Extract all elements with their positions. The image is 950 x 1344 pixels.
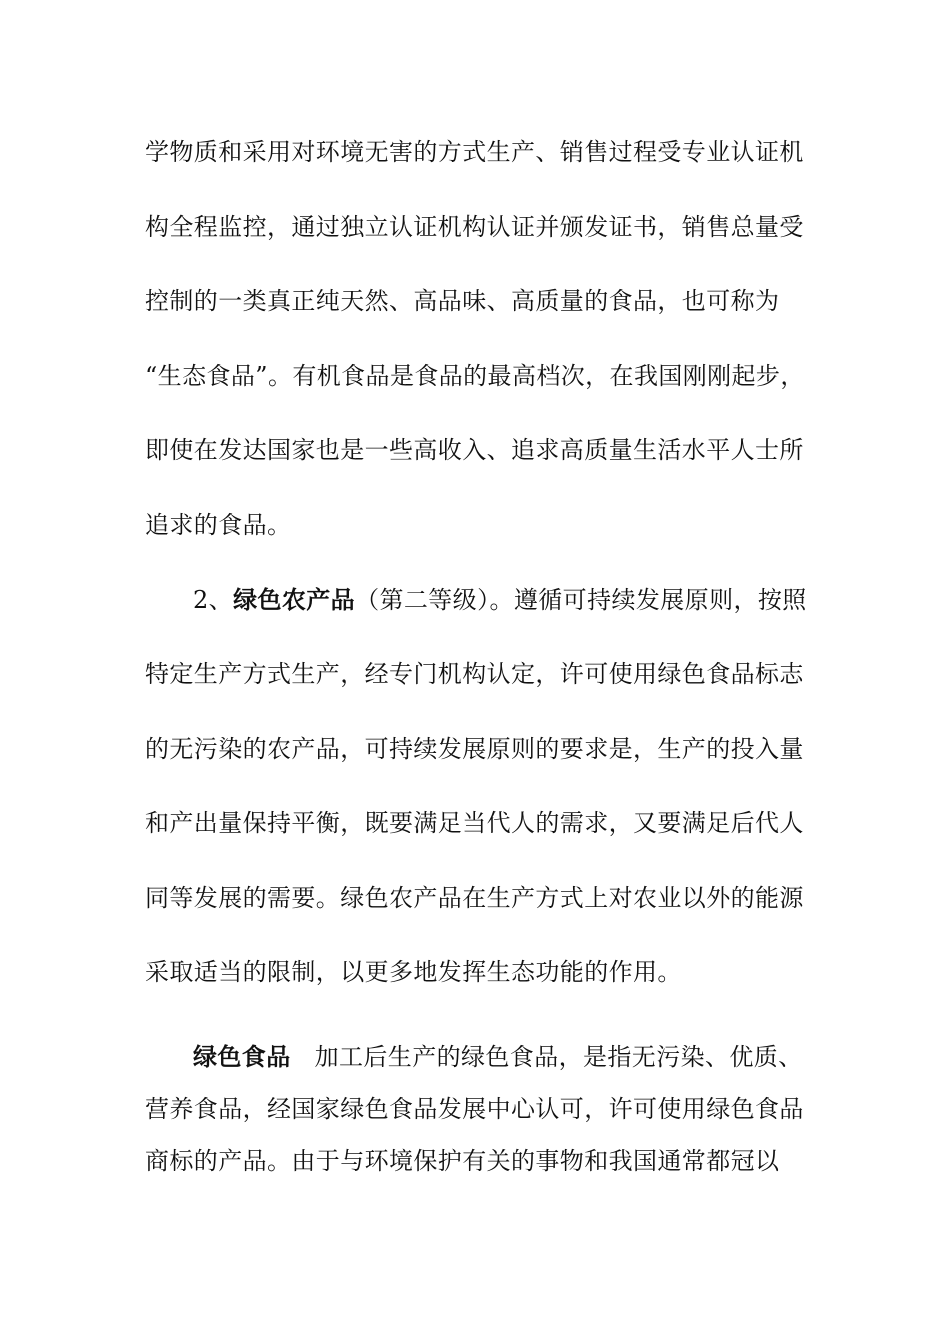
section-heading: 绿色食品: [193, 1042, 291, 1071]
section-number: 2、: [193, 586, 234, 614]
paragraph-line: 特定生产方式生产，经专门机构认定，许可使用绿色食品标志: [145, 660, 804, 688]
paragraph-line: 商标的产品。由于与环境保护有关的事物和我国通常都冠以: [145, 1147, 780, 1175]
paragraph-line: 和产出量保持平衡，既要满足当代人的需求，又要满足后代人: [145, 809, 804, 837]
section-heading: 绿色农产品: [233, 585, 356, 614]
paragraph-line: 采取适当的限制，以更多地发挥生态功能的作用。: [145, 958, 682, 986]
paragraph-line: “生态食品”。有机食品是食品的最高档次，在我国刚刚起步，: [145, 362, 805, 390]
paragraph-line: 的无污染的农产品，可持续发展原则的要求是，生产的投入量: [145, 735, 804, 763]
paragraph-line: 同等发展的需要。绿色农产品在生产方式上对农业以外的能源: [145, 884, 804, 912]
paragraph-line: 学物质和采用对环境无害的方式生产、销售过程受专业认证机: [145, 138, 804, 166]
section-3-first-line: [193, 1042, 863, 1072]
section-2-first-line: [193, 585, 863, 615]
paragraph-line: 控制的一类真正纯天然、高品味、高质量的食品，也可称为: [145, 287, 780, 315]
paragraph-line: 追求的食品。: [145, 511, 292, 539]
section-heading-rest: 加工后生产的绿色食品，是指无污染、优质、: [314, 1043, 803, 1071]
paragraph-line: 构全程监控，通过独立认证机构认证并颁发证书，销售总量受: [145, 213, 804, 241]
paragraph-line: 即使在发达国家也是一些高收入、追求高质量生活水平人士所: [145, 436, 804, 464]
section-heading-rest: （第二等级）。遵循可持续发展原则，按照: [355, 586, 807, 614]
paragraph-line: 营养食品，经国家绿色食品发展中心认可，许可使用绿色食品: [145, 1095, 804, 1123]
